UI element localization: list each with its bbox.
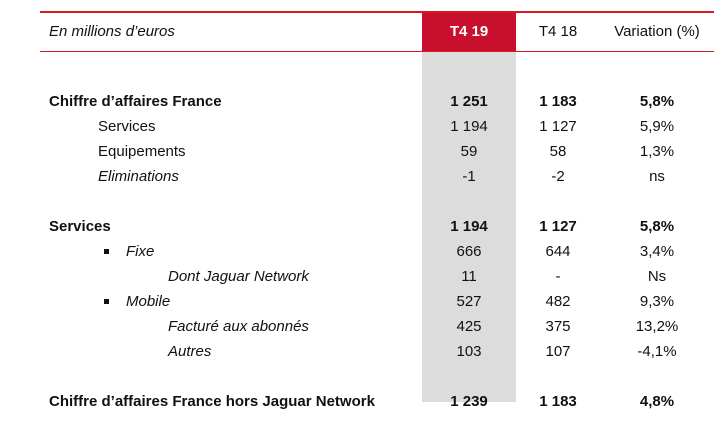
table-row xyxy=(40,239,714,264)
row-value-t4-18: 1 127 xyxy=(539,118,577,135)
row-value-t4-19: 1 194 xyxy=(450,118,488,135)
spacer-row xyxy=(40,189,714,214)
row-value-variation: 9,3% xyxy=(639,293,675,310)
row-value-variation: 3,4% xyxy=(639,243,675,260)
row-value-variation: 5,8% xyxy=(639,93,675,110)
row-value-t4-19: -1 xyxy=(462,168,476,185)
row-value-variation: 4,8% xyxy=(639,393,675,410)
row-label: Equipements xyxy=(98,143,186,160)
row-value-t4-19: 527 xyxy=(456,293,482,310)
row-value-variation: ns xyxy=(649,168,665,185)
row-value-t4-19: 1 239 xyxy=(450,393,488,410)
row-value-t4-19: 11 xyxy=(461,268,477,285)
row-value-t4-18: 375 xyxy=(545,318,571,335)
row-value-t4-18: 1 183 xyxy=(539,93,577,110)
row-label: Eliminations xyxy=(98,168,179,185)
table-row xyxy=(40,214,714,239)
row-value-variation: 5,9% xyxy=(639,118,675,135)
row-value-t4-19: 1 251 xyxy=(450,93,488,110)
row-value-t4-18: 1 183 xyxy=(539,393,577,410)
row-value-t4-18: 482 xyxy=(545,293,571,310)
row-value-t4-19: 59 xyxy=(460,143,478,160)
header-col-t4-18: T4 18 xyxy=(538,23,578,40)
bullet-square-icon xyxy=(104,299,109,304)
row-label: Mobile xyxy=(126,293,171,310)
row-label: Services xyxy=(98,118,156,135)
row-value-t4-19: 666 xyxy=(456,243,482,260)
row-value-variation: 13,2% xyxy=(635,318,679,335)
row-value-t4-19: 1 194 xyxy=(450,218,488,235)
row-label: Fixe xyxy=(126,243,155,260)
table-row xyxy=(40,164,714,189)
row-value-t4-18: - xyxy=(555,268,561,285)
table-row xyxy=(40,89,714,114)
row-value-t4-18: 644 xyxy=(545,243,571,260)
table-row xyxy=(40,289,714,314)
row-value-t4-18: 107 xyxy=(545,343,571,360)
row-label: Facturé aux abonnés xyxy=(168,318,309,335)
row-label: Services xyxy=(49,218,111,235)
row-label: Chiffre d’affaires France hors Jaguar Network xyxy=(49,393,375,410)
spacer-row xyxy=(40,364,714,389)
header-unit-label: En millions d’euros xyxy=(49,23,175,40)
row-label: Chiffre d’affaires France xyxy=(49,93,222,110)
row-value-variation: 1,3% xyxy=(639,143,675,160)
row-value-t4-19: 103 xyxy=(456,343,482,360)
header-rule xyxy=(40,51,714,52)
row-value-variation: Ns xyxy=(647,268,667,285)
financial-table xyxy=(40,11,714,410)
table-row xyxy=(40,389,714,414)
bullet-square-icon xyxy=(104,249,109,254)
table-row xyxy=(40,114,714,139)
row-label: Autres xyxy=(168,343,212,360)
table-row xyxy=(40,264,714,289)
table-body xyxy=(40,89,714,414)
row-value-t4-19: 425 xyxy=(456,318,482,335)
row-value-variation: 5,8% xyxy=(639,218,675,235)
row-value-variation: -4,1% xyxy=(637,343,677,360)
table-row xyxy=(40,339,714,364)
row-value-t4-18: -2 xyxy=(551,168,565,185)
row-value-t4-18: 1 127 xyxy=(539,218,577,235)
header-col-variation: Variation (%) xyxy=(614,23,700,40)
header-col-t4-19: T4 19 xyxy=(449,23,489,40)
table-row xyxy=(40,139,714,164)
table-row xyxy=(40,314,714,339)
row-label: Dont Jaguar Network xyxy=(168,268,309,285)
row-value-t4-18: 58 xyxy=(549,143,567,160)
